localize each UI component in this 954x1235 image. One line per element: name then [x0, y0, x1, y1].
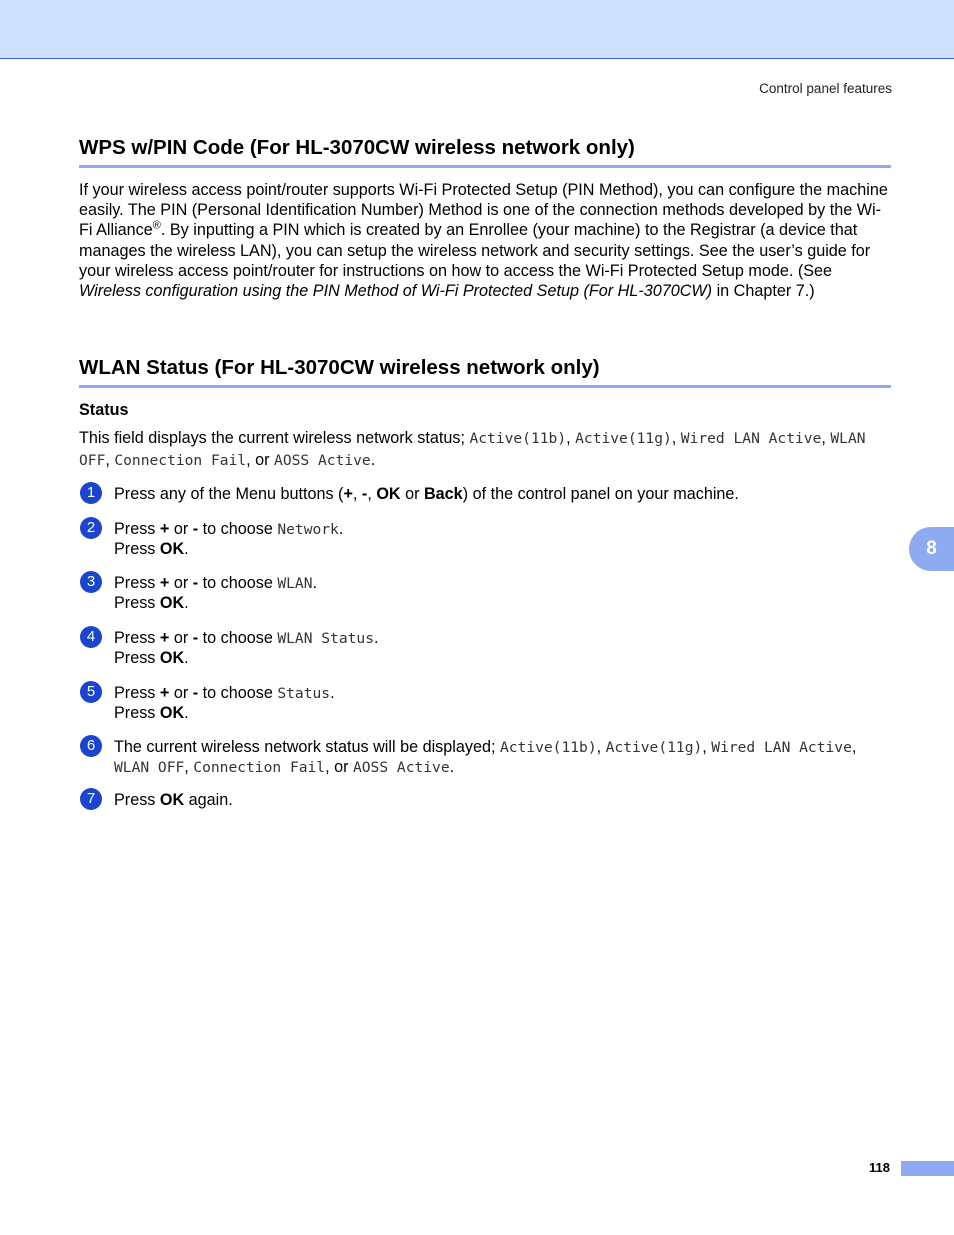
status-value: Active(11g) [605, 739, 703, 756]
step-2-text [114, 520, 894, 558]
step-text: Press [114, 593, 160, 612]
status-value: WLAN OFF [114, 758, 185, 776]
key-minus: - [192, 520, 199, 538]
separator: . [370, 450, 376, 469]
key-minus: - [192, 574, 199, 592]
key-plus: + [159, 574, 170, 592]
chapter-reference: Wireless configuration using the PIN Method of Wi-Fi Protected Setup (For HL-3070CW) [79, 282, 713, 301]
key-minus: - [361, 485, 368, 503]
key-plus: + [159, 520, 170, 538]
separator: , [851, 738, 857, 756]
step-text: or [169, 574, 193, 592]
step-3-text [114, 574, 894, 612]
key-ok: OK [159, 703, 185, 722]
status-value: Active(11g) [575, 430, 672, 447]
step-number-5: 5 [80, 681, 102, 703]
key-back: Back [423, 485, 463, 503]
step-1-text [114, 485, 894, 504]
status-paragraph [79, 428, 894, 471]
step-text: Press any of the Menu buttons ( [114, 485, 344, 503]
separator: , [566, 429, 571, 447]
status-value: Connection Fail [114, 451, 247, 469]
step-4-text [114, 629, 894, 667]
key-plus: + [159, 684, 170, 702]
step-text: or [400, 485, 424, 503]
step-number-6: 6 [80, 735, 102, 757]
para-text: in Chapter 7.) [712, 282, 815, 301]
status-value: Connection Fail [193, 758, 326, 776]
menu-option: WLAN [277, 575, 313, 592]
step-number-7: 7 [80, 788, 102, 810]
step-text: to choose [198, 574, 278, 592]
step-text: . [184, 593, 189, 612]
wps-pin-paragraph [79, 180, 894, 301]
status-value: AOSS Active [274, 451, 371, 469]
status-value: Wired LAN Active [680, 430, 822, 447]
status-value: Wired LAN Active [711, 739, 852, 756]
separator: , or [325, 757, 349, 776]
status-value: Active(11b) [469, 430, 567, 447]
step-number-4: 4 [80, 626, 102, 648]
step-text: . [184, 648, 189, 667]
chapter-tab: 8 [909, 527, 954, 571]
menu-option: Status [277, 685, 331, 702]
step-text: Press [114, 520, 160, 538]
key-ok: OK [159, 791, 185, 809]
key-ok: OK [159, 648, 185, 667]
step-text: Press [114, 629, 160, 647]
separator: , [821, 429, 826, 447]
subheading-status: Status [79, 401, 129, 419]
separator: , [671, 429, 677, 447]
separator: , [596, 738, 602, 756]
separator: , [105, 450, 110, 469]
separator: , or [246, 450, 270, 469]
status-value: AOSS Active [352, 758, 450, 776]
step-text: . [184, 703, 189, 722]
key-ok: OK [376, 485, 401, 503]
step-text: to choose [198, 629, 278, 647]
step-text: . [330, 684, 335, 702]
step-text: to choose [198, 520, 278, 538]
page-header-band [0, 0, 954, 59]
step-text: . [184, 539, 189, 558]
step-number-2: 2 [80, 517, 102, 539]
registered-mark: ® [152, 220, 161, 233]
step-text: Press [114, 684, 160, 702]
step-text: Press [114, 791, 160, 809]
step-text: or [169, 629, 193, 647]
separator: , [702, 738, 707, 756]
step-text: . [312, 574, 317, 592]
step-text: or [169, 684, 193, 702]
key-minus: - [192, 629, 199, 647]
section-heading-wps-pin: WPS w/PIN Code (For HL-3070CW wireless network only) [79, 136, 891, 168]
step-text: to choose [198, 684, 278, 702]
step-text: Press [114, 574, 160, 592]
menu-option: Network [277, 521, 339, 538]
running-header: Control panel features [759, 81, 892, 96]
separator: . [449, 757, 455, 776]
step-5-text [114, 684, 894, 722]
step-text: Press [114, 648, 160, 667]
key-ok: OK [159, 539, 185, 558]
page-number: 118 [869, 1160, 890, 1175]
step-text: . [338, 520, 344, 538]
step-text: Press [114, 703, 160, 722]
key-plus: + [343, 485, 353, 503]
status-value: Active(11b) [499, 739, 597, 756]
step-text: again. [184, 791, 233, 809]
key-minus: - [192, 684, 199, 702]
page-number-bar [901, 1161, 954, 1176]
key-plus: + [159, 629, 170, 647]
key-ok: OK [159, 593, 185, 612]
step-text: or [169, 520, 193, 538]
step-text: ) of the control panel on your machine. [462, 485, 739, 503]
step-number-1: 1 [80, 482, 102, 504]
step-7-text [114, 791, 894, 810]
step-text: The current wireless network status will be displayed; [114, 738, 496, 756]
step-text: , [352, 485, 362, 503]
para-text: If your wireless access point/router supports Wi-Fi Protected Setup (PIN Method), you can configure the machine easily. The PIN (Personal Identification Number) Method is one of the connection methods developed by the Wi-Fi Alliance [79, 181, 888, 240]
para-text: This field displays the current wireless network status; [79, 429, 465, 447]
step-text: , [367, 485, 377, 503]
para-text: . By inputting a PIN which is created by an Enrollee (your machine) to the Registrar (a device that manages the wireless LAN), you can setup the wireless network and security settings. See the user’s guide for your wireless access point/router for instructions on how to access the Wi-Fi Protected Setup mode. (See [79, 221, 871, 280]
step-text: . [374, 629, 379, 647]
status-value: WLAN OFF [79, 430, 866, 469]
step-6-text [114, 738, 894, 777]
step-text: Press [114, 539, 160, 558]
menu-option: WLAN Status [277, 630, 374, 647]
section-heading-wlan-status: WLAN Status (For HL-3070CW wireless network only) [79, 356, 891, 388]
separator: , [184, 757, 189, 776]
step-number-3: 3 [80, 571, 102, 593]
